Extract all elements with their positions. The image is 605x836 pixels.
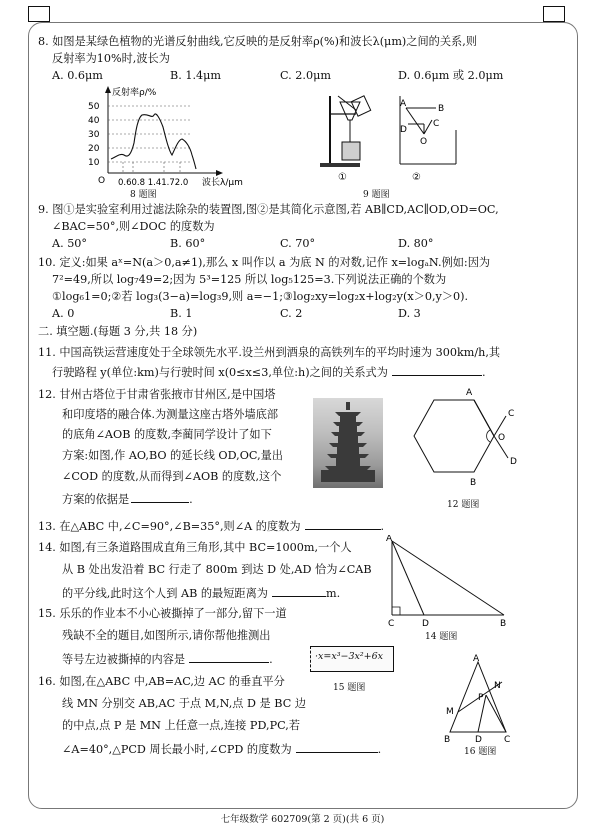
q15-line1: 15. 乐乐的作业本不小心被撕掉了一部分,留下一道 [38,607,287,620]
q14-line3-text: 的平分线,此时这个人到 AB 的最短距离为 [62,587,268,600]
fig9-label-2: ② [412,172,421,183]
q9-option-c: C. 70° [280,237,316,250]
q10-option-b: B. 1 [170,307,193,320]
q14-unit: m. [325,587,341,600]
q16-answer-blank[interactable] [296,740,378,753]
q8-option-a: A. 0.6μm [52,69,103,82]
fig14-label-b: B [500,619,507,627]
q16-line1: 16. 如图,在△ABC 中,AB=AC,边 AC 的垂直平分 [38,675,285,688]
fig16-label-d: D [475,735,482,744]
q10-option-c: C. 2 [280,307,303,320]
figure-9-filtration-apparatus [316,92,464,184]
fig8-ytick-30: 30 [88,130,100,140]
q16-line2: 线 MN 分别交 AB,AC 于点 M,N,点 D 是 BC 边 [62,697,307,710]
q11-line1: 11. 中国高铁运营速度处于全球领先水平.设兰州到酒泉的高铁列车的平均时速为 300km/h,其 [38,346,501,359]
section-2-heading: 二. 填空题.(每题 3 分,共 18 分) [38,325,198,338]
q16-line4: ∠A=40°,△PCD 周长最小时,∠CPD 的度数为 . [62,740,381,758]
q10-line1: 10. 定义:如果 aˣ=N(a＞0,a≠1),那么 x 叫作以 a 为底 N 的对数,记作 x=logₐN.例如:因为 [38,256,491,269]
fig16-label-n: N [494,681,501,691]
q15-line3: 等号左边被撕掉的内容是 . [62,650,273,668]
fig16-label-a: A [473,654,480,664]
q9-option-d: D. 80° [398,237,434,250]
q15-line2: 残缺不全的题目,如图所示,请你帮他推测出 [62,629,271,642]
q16-line4-text: ∠A=40°,△PCD 周长最小时,∠CPD 的度数为 [62,743,292,756]
fig8-ytick-20: 20 [88,144,100,154]
q12-line1: 12. 甘州古塔位于甘肃省张掖市甘州区,是中国塔 [38,388,276,401]
fig8-origin: O [98,176,106,186]
q9-line1: 9. 图①是实验室利用过滤法除杂的装置图,图②是其简化示意图,若 AB∥CD,AC∥OD,OD=OC, [38,203,499,216]
fig14-label-c: C [388,619,395,627]
q8-option-b: B. 1.4μm [170,69,222,82]
q14-answer-blank[interactable] [272,584,326,597]
q15-answer-blank[interactable] [189,650,269,663]
fig9-label-d: D [400,125,407,135]
fig8-xlabel: 波长λ/μm [202,178,243,188]
q11-answer-blank[interactable] [392,363,482,376]
fig12-label-o: O [498,433,506,443]
q12-answer-blank[interactable] [131,490,189,503]
fig14-label-d: D [422,619,429,627]
fig12-label-d: D [510,457,517,467]
q10-option-d: D. 3 [398,307,421,320]
q11-line2-text: 行驶路程 y(单位:km)与行驶时间 x(0≤x≤3,单位:h)之间的关系式为 [52,366,388,379]
q10-line3: ①log₆1=0;②若 log₃(3−a)=log₃9,则 a=−1;③log₂xy=log₂x+log₂y(x＞0,y＞0). [52,290,469,303]
fig12-caption: 12 题图 [447,500,480,510]
q10-line2: 7²=49,所以 log₇49=2;因为 5³=125 所以 log₅125=3.下列说法正确的个数为 [52,273,447,286]
fig8-ytick-10: 10 [88,158,100,168]
q13-text: 13. 在△ABC 中,∠C=90°,∠B=35°,则∠A 的度数为 [38,520,301,533]
fig12-label-c: C [508,409,515,419]
page-footer: 七年级数学 602709(第 2 页)(共 6 页) [220,814,385,825]
q9-option-b: B. 60° [170,237,206,250]
q10-option-a: A. 0 [52,307,75,320]
fig9-label-1: ① [338,172,347,183]
q8-line2: 反射率为10%时,波长为 [52,52,170,65]
fig8-ylabel: 反射率ρ/% [112,88,157,98]
q8-option-d: D. 0.6μm 或 2.0μm [398,69,504,82]
fig8-ytick-40: 40 [88,116,100,126]
q9-option-a: A. 50° [52,237,88,250]
fig16-label-c: C [504,735,511,744]
fig16-label-b: B [444,735,451,744]
figure-14-right-triangle [380,535,520,627]
fig15-expression: ·x=x³−3x²+6x [315,651,384,662]
fig12-label-b: B [470,478,477,488]
figure-15-torn-note [310,646,394,672]
fig16-label-p: P [478,693,484,703]
q12-line6: 方案的依据是 . [62,490,193,508]
q12-line4: 方案:如图,作 AO,BO 的延长线 OD,OC,量出 [62,449,283,462]
q12-line5: ∠COD 的度数,从而得到∠AOB 的度数,这个 [62,470,282,483]
fig8-ytick-50: 50 [88,102,100,112]
fig8-xticks: 0.60.8 1.41.72.0 [118,178,189,188]
q12-line6-text: 方案的依据是 [62,493,130,506]
pagoda-icon [313,398,383,488]
figure-12-hexagon [390,386,526,494]
fig14-caption: 14 题图 [425,632,458,642]
q14-line1: 14. 如图,有三条道路围成直角三角形,其中 BC=1000m,一个人 [38,541,352,554]
q15-line3-text: 等号左边被撕掉的内容是 [62,653,186,666]
q13-line: 13. 在△ABC 中,∠C=90°,∠B=35°,则∠A 的度数为 . [38,517,384,535]
q8-option-c: C. 2.0μm [280,69,331,82]
pagoda-photo [313,398,383,488]
fig9-label-b: B [438,104,445,114]
fig9-label-a: A [400,99,407,109]
fig14-label-a: A [386,535,393,544]
fig8-reflectance-curve [111,114,196,169]
q9-line2: ∠BAC=50°,则∠DOC 的度数为 [52,220,215,233]
fig9-label-c: C [433,119,440,129]
fig8-caption: 8 题图 [130,190,157,200]
fig16-caption: 16 题图 [464,747,497,757]
q14-line3 [62,584,340,602]
corner-mark-top-right [543,6,565,22]
q16-line3: 的中点,点 P 是 MN 上任意一点,连接 PD,PC,若 [62,719,301,732]
fig16-label-m: M [446,707,454,717]
fig9-caption: 9 题图 [363,190,390,200]
q13-answer-blank[interactable] [305,517,381,530]
fig12-label-a: A [466,388,473,398]
figure-8-spectral-chart [80,85,290,197]
fig15-caption: 15 题图 [333,683,366,693]
fig9-label-o: O [420,137,428,147]
q12-line2: 和印度塔的融合体.为测量这座古塔外墙底部 [62,408,279,421]
q8-line1: 8. 如图是某绿色植物的光谱反射曲线,它反映的是反射率ρ(%)和波长λ(μm)之间的关系,则 [38,35,477,48]
q12-line3: 的底角∠AOB 的度数,李蔺同学设计了如下 [62,428,272,441]
q14-line2: 从 B 处出发沿着 BC 行走了 800m 到达 D 处,AD 恰为∠CAB [62,563,372,576]
q11-line2: 行驶路程 y(单位:km)与行驶时间 x(0≤x≤3,单位:h)之间的关系式为 . [52,363,486,381]
corner-mark-top-left [28,6,50,22]
figure-16-isosceles-triangle [440,652,520,744]
